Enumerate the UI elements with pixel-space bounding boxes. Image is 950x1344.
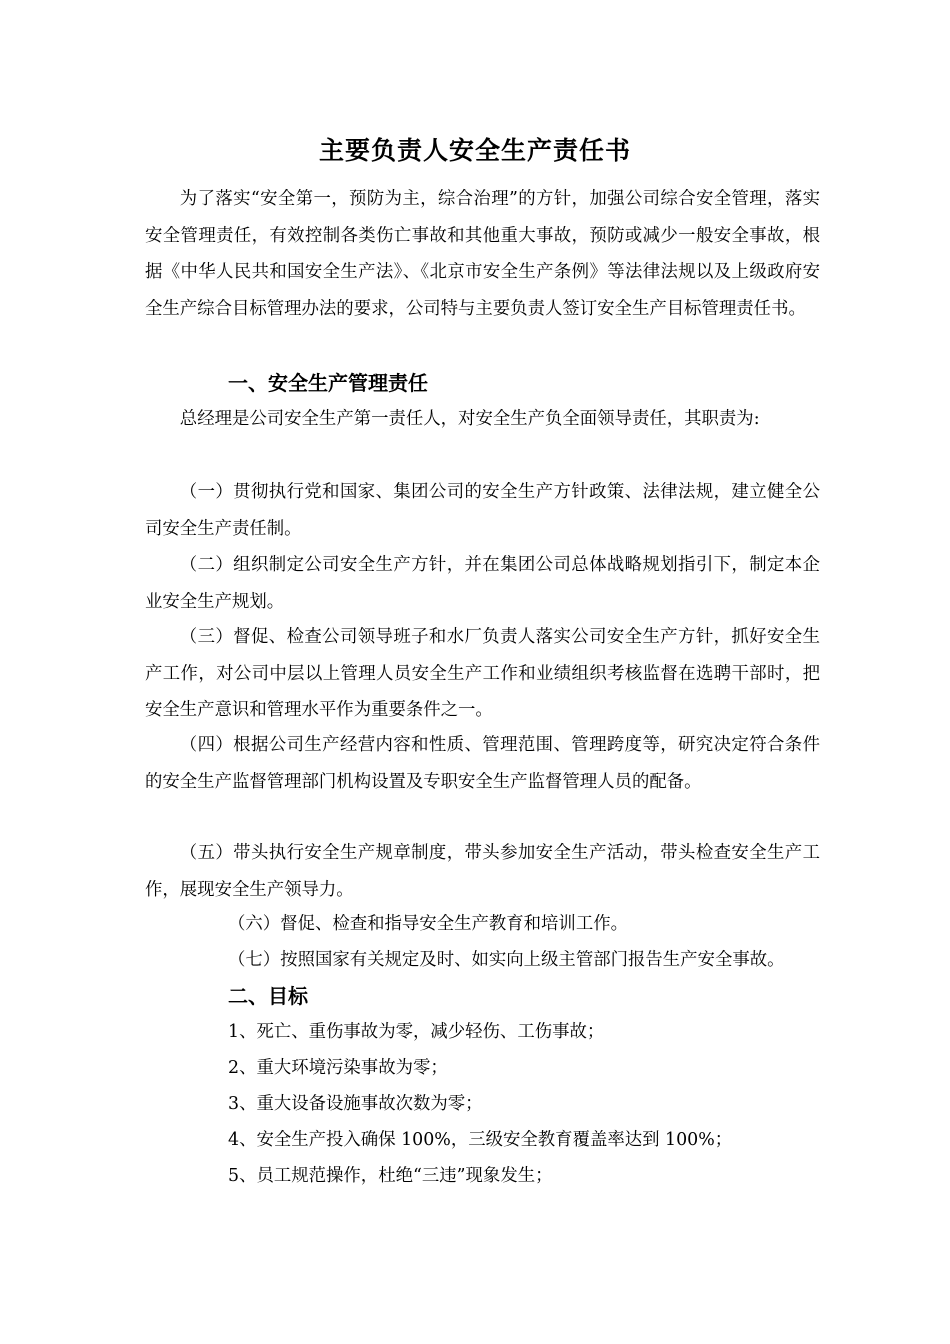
responsibility-item-2: （二）组织制定公司安全生产方针，并在集团公司总体战略规划指引下，制定本企业安全生产规划。 xyxy=(145,555,820,612)
responsibility-item-5: （五）带头执行安全生产规章制度，带头参加安全生产活动，带头检查安全生产工作，展现安全生产领导力。 xyxy=(145,843,820,900)
section-heading-responsibility: 一、安全生产管理责任 xyxy=(228,371,428,395)
section1-lead-paragraph: 总经理是公司安全生产第一责任人，对安全生产负全面领导责任，其职责为: xyxy=(179,409,760,429)
target-item-3: 3、重大设备设施事故次数为零； xyxy=(228,1094,483,1114)
target-item-5: 5、员工规范操作，杜绝“三违”现象发生； xyxy=(228,1166,553,1186)
document-title: 主要负责人安全生产责任书 xyxy=(318,136,631,165)
responsibility-item-4: （四）根据公司生产经营内容和性质、管理范围、管理跨度等，研究决定符合条件的安全生产监督管理部门机构设置及专职安全生产监督管理人员的配备。 xyxy=(145,735,820,792)
responsibility-item-7: （七）按照国家有关规定及时、如实向上级主管部门报告生产安全事故。 xyxy=(228,950,785,970)
target-item-1: 1、死亡、重伤事故为零，减少轻伤、工伤事故； xyxy=(228,1022,605,1042)
responsibility-item-6: （六）督促、检查和指导安全生产教育和培训工作。 xyxy=(228,914,628,934)
responsibility-item-1: （一）贯彻执行党和国家、集团公司的安全生产方针政策、法律法规，建立健全公司安全生产责任制。 xyxy=(145,482,820,539)
target-item-4: 4、安全生产投入确保 100%，三级安全教育覆盖率达到 100%； xyxy=(228,1130,733,1150)
intro-paragraph: 为了落实“安全第一，预防为主，综合治理”的方针，加强公司综合安全管理，落实安全管理责任，有效控制各类伤亡事故和其他重大事故，预防或减少一般安全事故，根据《中华人民共和国安全生产法》、《北京市安全生产条例》等法律法规以及上级政府安全生产综合目标管理办法的要求，公司特与主要负责人签订安全生产目标管理责任书。 xyxy=(145,189,820,319)
responsibility-item-3: （三）督促、检查公司领导班子和水厂负责人落实公司安全生产方针，抓好安全生产工作，对公司中层以上管理人员安全生产工作和业绩组织考核监督在选聘干部时，把安全生产意识和管理水平作为重要条件之一。 xyxy=(145,627,820,720)
target-item-2: 2、重大环境污染事故为零； xyxy=(228,1058,448,1078)
section-heading-targets: 二、目标 xyxy=(228,984,308,1008)
